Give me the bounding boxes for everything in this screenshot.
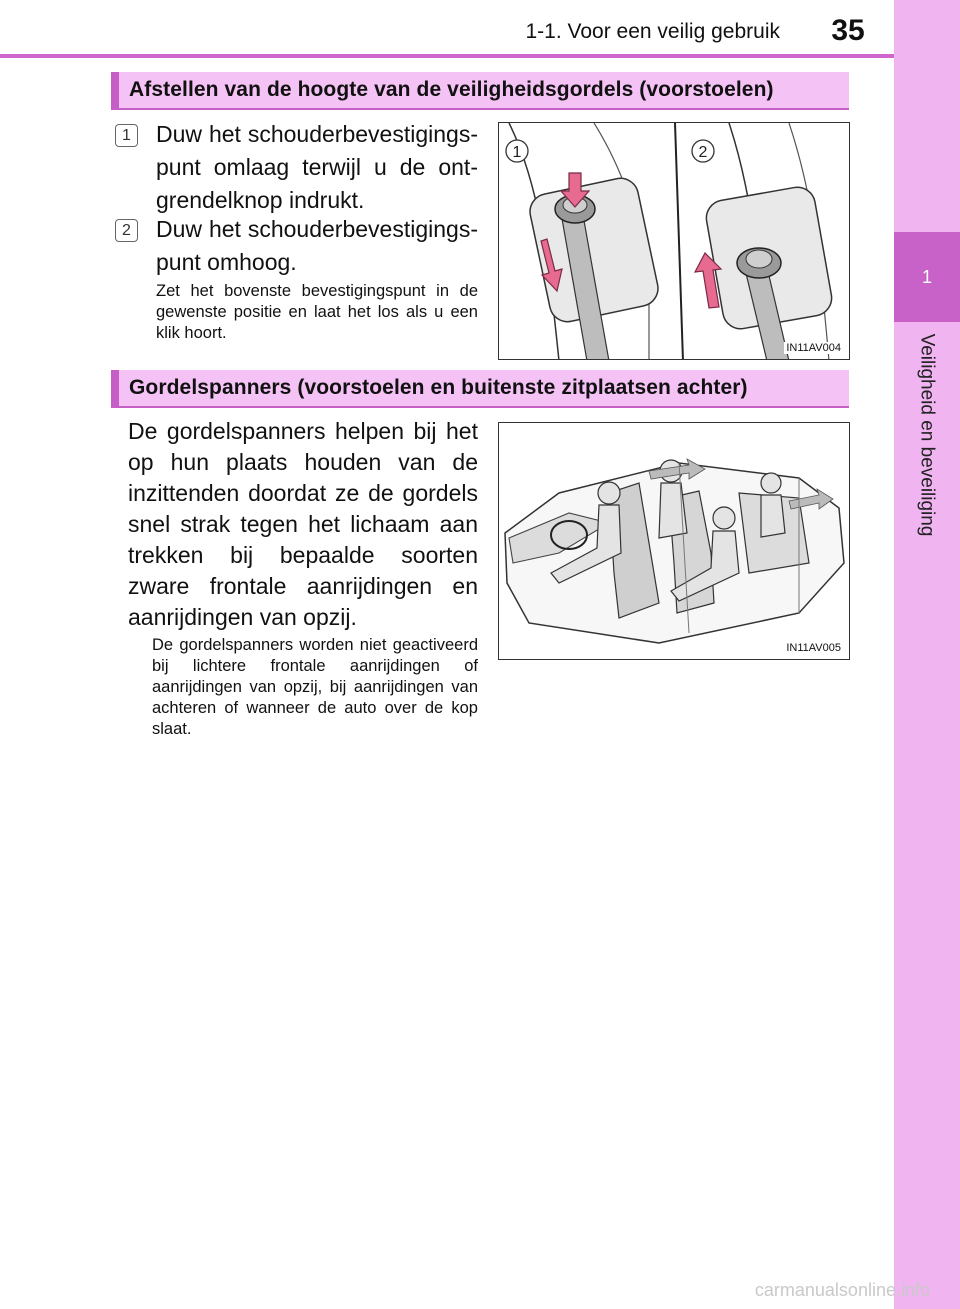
- step-number-2: 2: [115, 219, 138, 242]
- seatbelt-anchor-drawing: [499, 123, 850, 360]
- figure-code: IN11AV004: [786, 342, 841, 354]
- section-heading-pretensioners: [111, 370, 849, 408]
- figure-code: IN11AV005: [786, 642, 841, 654]
- section-heading-seatbelt-height: [111, 72, 849, 110]
- page-number: 35: [831, 14, 865, 47]
- section-title: Afstellen van de hoogte van de veiligheidsgordels (voorstoelen): [129, 78, 774, 101]
- figure-callout-1: 1: [512, 144, 522, 161]
- seatbelt-anchor-illustration: [498, 122, 850, 360]
- header-divider: [0, 54, 894, 58]
- side-tab-label: [906, 320, 946, 550]
- step-text-1: Duw het schouderbevestigingspunt omlaag terwijl u de ontgrendelknop indrukt.: [156, 121, 478, 213]
- section-title: Gordelspanners (voorstoelen en buitenste zitplaatsen achter): [129, 376, 748, 399]
- pretensioner-note: De gordelspanners worden niet geactiveerd bij lichtere frontale aanrijdingen of aanrijdingen van opzij, bij aanrijdingen van achteren of wanneer de auto over de kop slaat.: [152, 636, 478, 738]
- step-number-1: 1: [115, 124, 138, 147]
- car-interior-drawing: [499, 423, 850, 660]
- side-tab: [894, 0, 960, 1309]
- pretensioner-illustration: [498, 422, 850, 660]
- pretensioner-description: De gordelspanners helpen bij het op hun plaats houden van de inzittenden doordat ze de gordels snel strak tegen het lichaam aan trekken bij bepaalde soorten zware frontale aanrijdingen en aanrijdingen van opzij.: [128, 418, 478, 630]
- figure-callout-2: 2: [698, 144, 708, 161]
- step-note: Zet het bovenste bevestigingspunt in de gewenste positie en laat het los als u een klik hoort.: [156, 282, 478, 342]
- step-text-2: Duw het schouderbevestigingspunt omhoog.: [156, 216, 478, 275]
- side-tab-chapter[interactable]: 1: [894, 232, 960, 322]
- header-title: 1-1. Voor een veilig gebruik: [525, 20, 780, 43]
- watermark: carmanualsonline.info: [754, 1280, 930, 1300]
- side-tab-label-text: Veiligheid en beveiliging: [916, 333, 938, 537]
